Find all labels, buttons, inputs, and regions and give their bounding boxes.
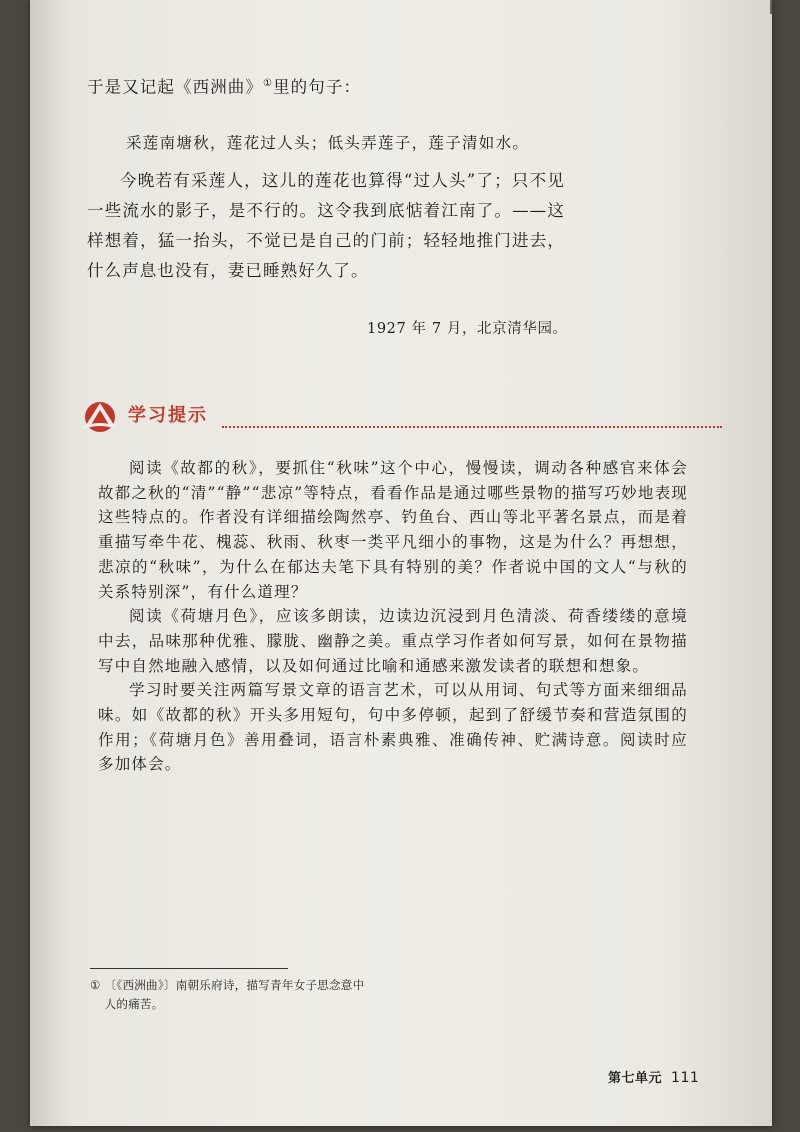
page-edge-mark (770, 0, 772, 14)
page-footer (608, 1067, 699, 1086)
footnote (90, 976, 410, 1014)
study-tips-body (98, 456, 688, 777)
unit-label: 第七单元 (608, 1071, 663, 1086)
poem-quote: 采莲南塘秋，莲花过人头；低头弄莲子，莲子清如水。 (126, 134, 530, 152)
intro-text-before: 于是又记起《西洲曲》 (87, 77, 263, 97)
footnote-ref: ① (90, 978, 101, 992)
intro-text-after: 里的句子： (273, 77, 362, 97)
intro-line (87, 68, 707, 103)
study-tips-header (80, 395, 720, 435)
page-number: 111 (671, 1070, 700, 1086)
study-tips-logo-icon (80, 395, 120, 435)
study-tips-dotted-rule (222, 426, 722, 428)
footnote-marker: ① (263, 78, 274, 89)
study-tips-title: 学习提示 (128, 405, 208, 426)
date-signature: 1927 年 7 月，北京清华园。 (367, 321, 568, 337)
footnote-divider (90, 968, 288, 969)
tips-paragraph: 阅读《荷塘月色》，应该多朗读，边读边沉浸到月色清淡、荷香缕缕的意境中去，品味那种优雅、朦胧、幽静之美。重点学习作者如何写景，如何在景物描写中自然地融入感情，以及如何通过比喻和通感来激发读者的联想和想象。 (98, 607, 688, 675)
footnote-text: 〔《西洲曲》〕南朝乐府诗，描写青年女子思念意中人的痛苦。 (104, 978, 365, 1011)
tips-paragraph: 学习时要关注两篇写景文章的语言艺术，可以从用词、句式等方面来细细品味。如《故都的秋》开头多用短句，句中多停顿，起到了舒缓节奏和营造氛围的作用；《荷塘月色》善用叠词，语言朴素典雅、准确传神、贮满诗意。阅读时应多加体会。 (98, 681, 688, 774)
tips-paragraph: 阅读《故都的秋》，要抓住“秋味”这个中心，慢慢读，调动各种感官来体会故都之秋的“清”“静”“悲凉”等特点，看看作品是通过哪些景物的描写巧妙地表现这些特点的。作者没有详细描绘陶然亭、钓鱼台、西山等北平著名景点，而是着重描写牵牛花、槐蕊、秋雨、秋枣一类平凡细小的事物，这是为什么？再想想，悲凉的“秋味”，为什么在郁达夫笔下具有特别的美？作者说中国的文人“与秋的关系特别深”，有什么道理？ (98, 459, 688, 601)
body-paragraph: 今晚若有采莲人，这儿的莲花也算得“过人头”了；只不见一些流水的影子，是不行的。这令我到底惦着江南了。——这样想着，猛一抬头，不觉已是自己的门前；轻轻地推门进去，什么声息也没有，妻已睡熟好久了。 (87, 171, 565, 280)
textbook-page (30, 0, 772, 1126)
